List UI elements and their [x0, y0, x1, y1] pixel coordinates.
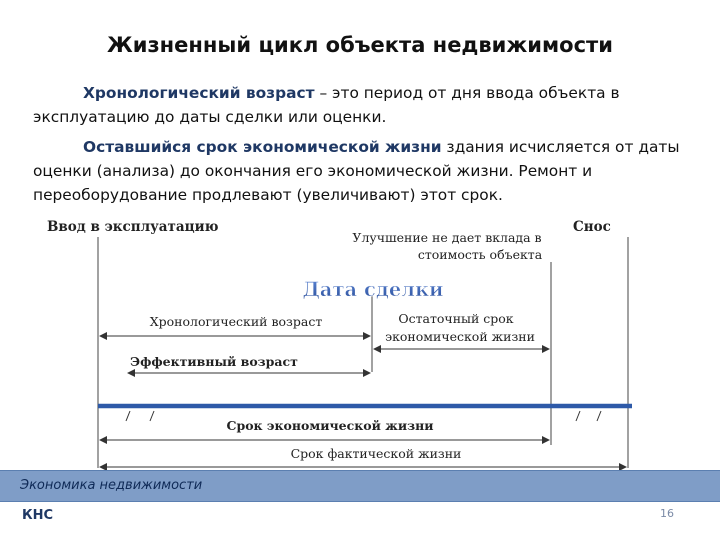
term-chronological-age: Хронологический возраст: [83, 84, 315, 102]
label-commission: Ввод в эксплуатацию: [47, 219, 219, 235]
definition-remaining-life: здания исчисляется от даты оценки (анализа) до окончания его экономической жизни. Ремонт и переоборудование продлевают (увеличивают) этот срок.: [33, 138, 680, 204]
label-actual-life: Срок фактической жизни: [290, 446, 462, 461]
tick-mark: [576, 411, 580, 421]
definition-chronological-age: – это период от дня ввода объекта в эксплуатацию до даты сделки или оценки.: [33, 84, 620, 126]
page-number: 16: [660, 507, 674, 520]
footer-course-title: Экономика недвижимости: [20, 478, 203, 493]
slide-title: Жизненный цикл объекта недвижимости: [107, 33, 613, 57]
label-improvement-line2: стоимость объекта: [417, 247, 543, 262]
label-economic-life: Срок экономической жизни: [226, 418, 434, 433]
label-remaining-line2: экономической жизни: [385, 329, 535, 344]
term-remaining-life: Оставшийся срок экономической жизни: [83, 138, 442, 156]
label-chrono-age: Хронологический возраст: [149, 314, 323, 329]
label-demolition: Снос: [573, 219, 611, 235]
label-effective-age: Эффективный возраст: [130, 354, 298, 369]
tick-mark: [597, 411, 601, 421]
footer-org: КНС: [22, 508, 54, 523]
label-deal-date: Дата сделки: [302, 278, 444, 301]
tick-mark: [150, 411, 154, 421]
label-remaining-line1: Остаточный срок: [398, 311, 514, 326]
label-improvement-line1: Улучшение не дает вклада в: [352, 230, 542, 245]
tick-mark: [126, 411, 130, 421]
